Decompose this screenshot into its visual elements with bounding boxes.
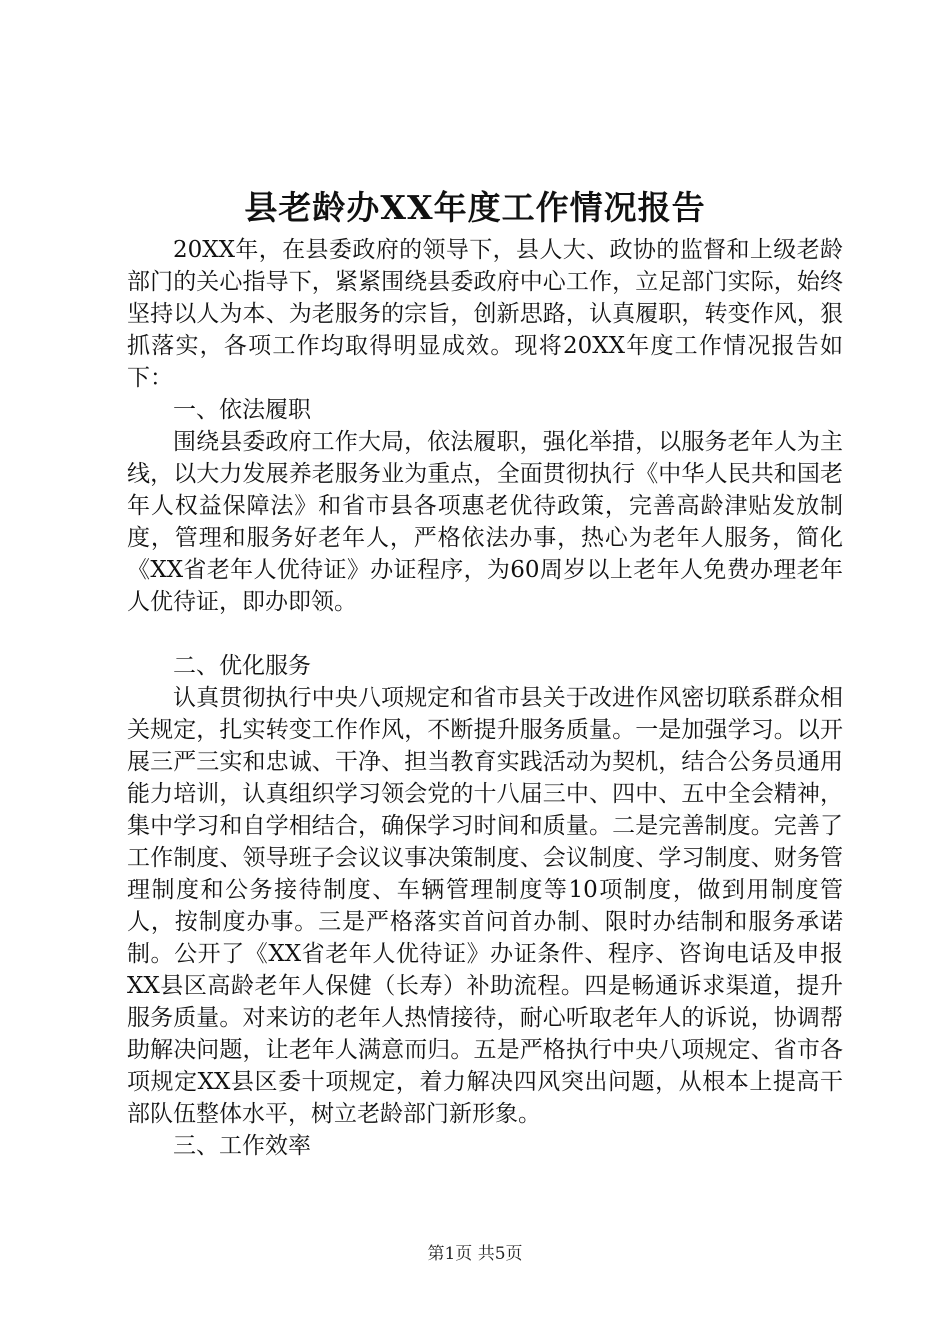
document-body	[127, 234, 843, 1162]
intro-paragraph: 20XX年，在县委政府的领导下，县人大、政协的监督和上级老龄部门的关心指导下，紧紧围绕县委政府中心工作，立足部门实际，始终坚持以人为本、为老服务的宗旨，创新思路，认真履职，转变作风，狠抓落实，各项工作均取得明显成效。现将20XX年度工作情况报告如下：	[127, 237, 843, 391]
section-heading-2: 二、优化服务	[173, 653, 311, 679]
section-heading-3: 三、工作效率	[173, 1133, 311, 1159]
page-footer: 第1页 共5页	[427, 1244, 523, 1264]
section-paragraph-2: 认真贯彻执行中央八项规定和省市县关于改进作风密切联系群众相关规定，扎实转变工作作风，不断提升服务质量。一是加强学习。以开展三严三实和忠诚、干净、担当教育实践活动为契机，结合公务员通用能力培训，认真组织学习领会党的十八届三中、四中、五中全会精神，集中学习和自学相结合，确保学习时间和质量。二是完善制度。完善了工作制度、领导班子会议议事决策制度、会议制度、学习制度、财务管理制度和公务接待制度、车辆管理制度等10项制度，做到用制度管人，按制度办事。三是严格落实首问首办制、限时办结制和服务承诺制。公开了《XX省老年人优待证》办证条件、程序、咨询电话及申报XX县区高龄老年人保健（长寿）补助流程。四是畅通诉求渠道，提升服务质量。对来访的老年人热情接待，耐心听取老年人的诉说，协调帮助解决问题，让老年人满意而归。五是严格执行中央八项规定、省市各项规定XX县区委十项规定，着力解决四风突出问题，从根本上提高干部队伍整体水平，树立老龄部门新形象。	[127, 685, 843, 1127]
section-paragraph-1: 围绕县委政府工作大局，依法履职，强化举措，以服务老年人为主线，以大力发展养老服务业为重点，全面贯彻执行《中华人民共和国老年人权益保障法》和省市县各项惠老优待政策，完善高龄津贴发放制度，管理和服务好老年人，严格依法办事，热心为老年人服务，简化《XX省老年人优待证》办证程序，为60周岁以上老年人免费办理老年人优待证，即办即领。	[127, 429, 843, 615]
section-heading-1: 一、依法履职	[173, 397, 311, 423]
document-title: 县老龄办XX年度工作情况报告	[244, 188, 706, 227]
